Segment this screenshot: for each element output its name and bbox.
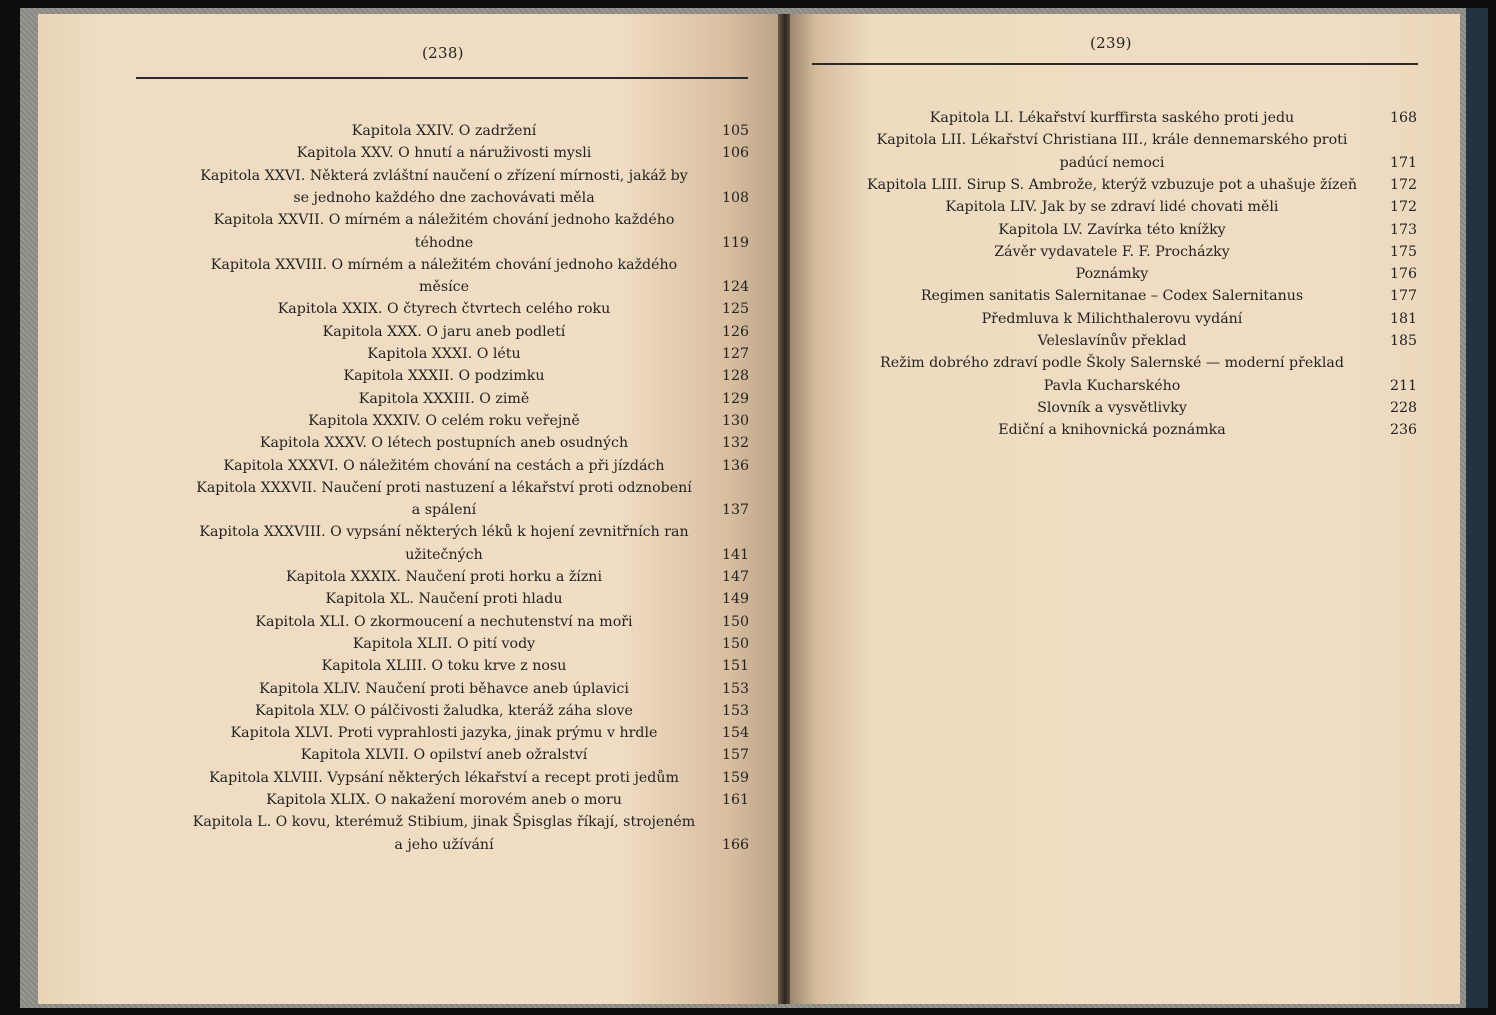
toc-entry-page: 124 <box>722 279 750 296</box>
toc-entry-text: padúcí nemoci <box>1059 154 1165 171</box>
toc-entry-text: Kapitola XXIV. O zadržení <box>351 123 537 139</box>
toc-entry-text: Kapitola LIII. Sirup S. Ambrože, kterýž vzbuzuje pot a uhašuje žízeň <box>866 176 1358 193</box>
toc-entry-text: měsíce <box>418 279 469 296</box>
toc-entry-text: Režim dobrého zdraví podle Školy Salernské — moderní překlad <box>880 355 1344 372</box>
toc-entry-page: 149 <box>722 591 750 608</box>
toc-entry-text: Kapitola XXXVI. O náležitém chování na cestách a při jízdách <box>223 457 665 474</box>
toc-entry-text: Kapitola XXVII. O mírném a náležitém chování jednoho každého <box>213 212 675 229</box>
toc-entry-text: Slovník a vysvětlivky <box>1037 399 1187 416</box>
toc-entry-text: Veleslavínův překlad <box>1037 333 1187 349</box>
toc-entry-text: Kapitola XLIX. O nakažení morovém aneb o moru <box>266 792 622 808</box>
toc-entry-page: 228 <box>1390 399 1418 416</box>
toc-entry-text: Kapitola XXXVII. Naučení proti nastuzení a lékařství proti odznobení <box>196 479 692 496</box>
toc-entry-page: 153 <box>722 702 750 719</box>
page-number-left: (238) <box>422 44 464 62</box>
header-rule-left <box>136 77 748 79</box>
toc-entry-page: 141 <box>722 546 750 563</box>
toc-entry-text: Kapitola XLI. O zkormoucení a nechutenství na moři <box>255 613 633 630</box>
toc-entry-page: 173 <box>1390 221 1418 238</box>
header-rule-right <box>812 63 1418 65</box>
toc-entry-page: 154 <box>722 725 750 742</box>
toc-entry-text: Kapitola XXXII. O podzimku <box>343 368 545 385</box>
right-page <box>790 14 1460 1004</box>
toc-entry-text: Poznámky <box>1075 266 1149 283</box>
toc-entry-text: užitečných <box>405 546 483 563</box>
toc-entry-text: Kapitola LI. Lékařství kurffirsta saského proti jedu <box>929 110 1295 126</box>
toc-entry-text: Kapitola L. O kovu, kterémuž Stibium, jinak Špisglas říkají, strojeném <box>192 814 696 831</box>
toc-entry-text: Kapitola XXXI. O létu <box>367 346 521 362</box>
toc-entry-page: 161 <box>722 792 750 808</box>
toc-entry-page: 129 <box>722 390 750 407</box>
toc-entry-text: Závěr vydavatele F. F. Procházky <box>994 243 1230 260</box>
toc-entry-text: Kapitola XXXIV. O celém roku veřejně <box>308 412 580 429</box>
toc-entry-page: 150 <box>722 613 750 630</box>
toc-entry-text: a spálení <box>411 502 477 519</box>
left-page <box>38 14 780 1004</box>
toc-entry-page: 175 <box>1390 243 1418 260</box>
toc-entry-text: Kapitola XXXIX. Naučení proti horku a žízni <box>286 569 602 585</box>
toc-entry-text: Kapitola XXXV. O létech postupních aneb osudných <box>259 435 629 452</box>
toc-entry-page: 168 <box>1390 110 1418 126</box>
toc-entry-text: Kapitola XLVII. O opilství aneb ožralství <box>300 747 588 764</box>
toc-entry-page: 132 <box>722 435 750 452</box>
toc-entry-text: Předmluva k Milichthalerovu vydání <box>981 310 1243 327</box>
book-cover-edge <box>1466 8 1488 1008</box>
toc-entry-text: Kapitola XL. Naučení proti hladu <box>325 591 563 608</box>
toc-entry-text: Kapitola XXXVIII. O vypsání některých léků k hojení zevnitřních ran <box>199 524 689 541</box>
toc-entry-page: 137 <box>722 502 750 519</box>
toc-entry-text: Kapitola XXVIII. O mírném a náležitém chování jednoho každého <box>210 256 678 273</box>
toc-entry-page: 185 <box>1390 333 1418 349</box>
toc-entry-page: 172 <box>1390 176 1418 193</box>
toc-entry-page: 159 <box>722 769 750 786</box>
toc-entry-page: 147 <box>722 569 750 585</box>
toc-entry-text: Kapitola XXXIII. O zimě <box>358 390 530 407</box>
toc-entry-text: Kapitola XLVIII. Vypsání některých lékařství a recept proti jedům <box>209 769 679 786</box>
toc-entry-text: Kapitola XXIX. O čtyrech čtvrtech celého roku <box>277 301 611 318</box>
toc-entry-page: 236 <box>1390 422 1418 439</box>
toc-entry-page: 130 <box>722 412 750 429</box>
toc-entry-text: Kapitola XXX. O jaru aneb podletí <box>322 323 566 340</box>
toc-entry-page: 181 <box>1390 310 1418 327</box>
toc-entry-page: 127 <box>722 346 750 362</box>
toc-entry-text: Regimen sanitatis Salernitanae – Codex Salernitanus <box>920 288 1304 305</box>
toc-entry-page: 106 <box>722 145 750 162</box>
toc-entry-text: Kapitola XXVI. Některá zvláštní naučení o zřízení mírnosti, jakáž by <box>200 167 688 184</box>
toc-entry-text: Kapitola XLV. O pálčivosti žaludka, kteráž záha slove <box>255 702 633 719</box>
page-number-right: (239) <box>1090 34 1132 52</box>
toc-entry-text: téhodne <box>414 234 474 251</box>
toc-entry-page: 125 <box>722 301 750 318</box>
toc-entry-page: 211 <box>1390 377 1418 394</box>
toc-entry-text: Kapitola LV. Zavírka této knížky <box>998 221 1226 238</box>
toc-entry-page: 171 <box>1390 154 1418 171</box>
toc-entry-page: 176 <box>1390 266 1418 283</box>
toc-entry-page: 108 <box>722 189 750 206</box>
toc-entry-page: 157 <box>722 747 750 764</box>
toc-entry-page: 153 <box>722 680 750 697</box>
toc-entry-page: 126 <box>722 323 750 340</box>
toc-entry-text: Kapitola XLII. O pití vody <box>352 635 536 652</box>
toc-entry-text: Ediční a knihovnická poznámka <box>998 422 1226 439</box>
toc-entry-text: Kapitola XLVI. Proti vyprahlosti jazyka, jinak prýmu v hrdle <box>230 725 658 742</box>
toc-entry-page: 166 <box>722 836 750 853</box>
toc-entry-page: 119 <box>722 234 750 251</box>
toc-entry-text: a jeho užívání <box>394 836 494 853</box>
toc-entry-page: 128 <box>722 368 750 385</box>
toc-entry-text: Kapitola XLIII. O toku krve z nosu <box>321 658 567 675</box>
toc-entry-text: Kapitola XXV. O hnutí a náruživosti mysli <box>296 145 592 162</box>
toc-entry-text: se jednoho každého dne zachovávati měla <box>293 189 595 206</box>
toc-entry-page: 150 <box>722 635 750 652</box>
toc-entry-page: 136 <box>722 457 750 474</box>
toc-entry-page: 177 <box>1390 288 1418 305</box>
toc-entry-text: Kapitola LII. Lékařství Christiana III., krále dennemarského proti <box>876 132 1348 149</box>
toc-entry-page: 151 <box>722 658 750 675</box>
toc-entry-page: 105 <box>722 123 750 139</box>
toc-entry-page: 172 <box>1390 199 1418 216</box>
toc-entry-text: Kapitola XLIV. Naučení proti běhavce aneb úplavici <box>259 680 629 697</box>
toc-entry-text: Pavla Kucharského <box>1043 377 1181 394</box>
toc-entry-text: Kapitola LIV. Jak by se zdraví lidé chovati měli <box>945 199 1279 216</box>
